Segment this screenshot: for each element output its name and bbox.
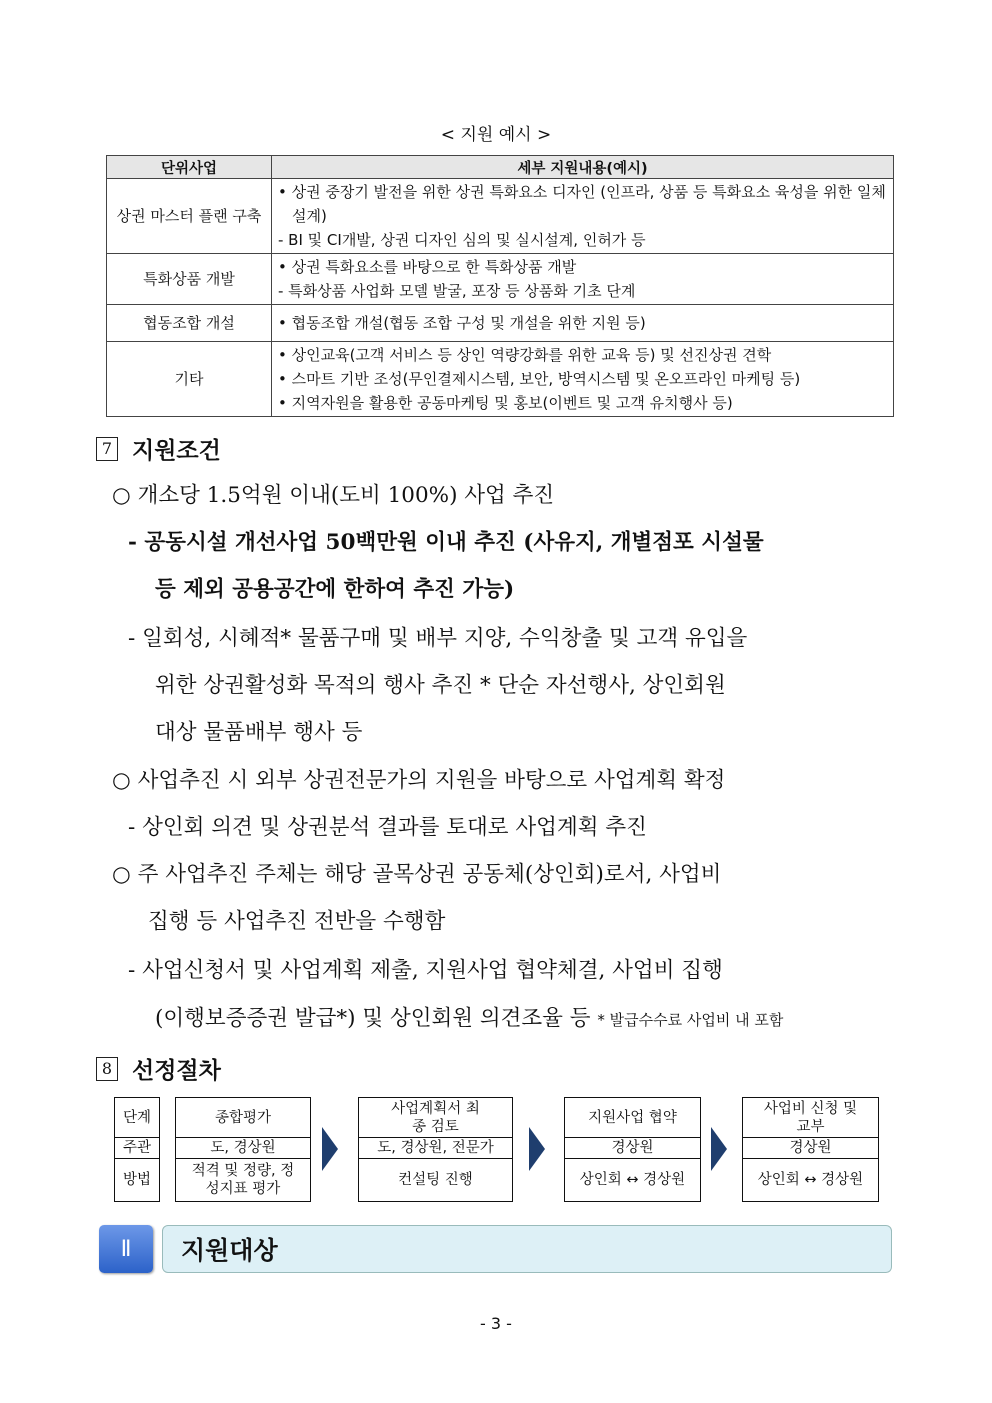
row-category: 상권 마스터 플랜 구축 <box>107 179 272 254</box>
detail-line: - 특화상품 사업화 모델 발굴, 포장 등 상품화 기초 단계 <box>278 282 636 300</box>
dash-line: - 사업신청서 및 사업계획 제출, 지원사업 협약체결, 사업비 집행 <box>128 958 723 983</box>
detail-line: • 협동조합 개설(협동 조합 구성 및 개설을 위한 지원 등) <box>278 314 646 332</box>
bullet-line: ○ 주 사업추진 주체는 해당 골목상권 공동체(상인회)로서, 사업비 <box>112 862 722 887</box>
row-category: 특화상품 개발 <box>107 254 272 305</box>
page-number: - 3 - <box>480 1314 512 1333</box>
arrow-icon <box>529 1127 545 1171</box>
section-title: 지원대상 <box>181 1236 278 1265</box>
example-table <box>106 155 894 417</box>
header-details: 세부 지원내용(예시) <box>272 156 894 179</box>
example-title: < 지원 예시 > <box>440 125 552 145</box>
dash-line: - 일회성, 시혜적* 물품구매 및 배부 지양, 수익창출 및 고객 유입을 <box>128 626 748 651</box>
detail-line: • 상인교육(고객 서비스 등 상인 역량강화를 위한 교육 등) 및 선진상권 견학 <box>278 346 772 364</box>
detail-line: • 상권 중장기 발전을 위한 상권 특화요소 디자인 (인프라, 상품 등 특화요소 육성을 위한 일체 설계) <box>278 183 886 225</box>
arrow-icon <box>711 1127 727 1171</box>
dash-line: - 공동시설 개선사업 50백만원 이내 추진 (사유지, 개별점포 시설물 <box>128 530 764 555</box>
header-unit: 단위사업 <box>107 156 272 179</box>
label-method: 방법 <box>122 1172 151 1188</box>
detail-line: • 스마트 기반 조성(무인결제시스템, 보안, 방역시스템 및 온오프라인 마케팅 등) <box>278 370 801 388</box>
section-8-heading <box>96 1052 221 1085</box>
step-stage: 종합평가 <box>214 1109 272 1126</box>
section-title: 선정절차 <box>132 1058 221 1084</box>
row-details <box>272 305 894 342</box>
section-title-bar <box>162 1225 892 1273</box>
step-stage: 지원사업 협약 <box>588 1109 677 1126</box>
label-owner: 주관 <box>122 1140 151 1156</box>
footnote-text: * 발급수수료 사업비 내 포함 <box>597 1011 784 1029</box>
row-category: 기타 <box>107 342 272 417</box>
process-step <box>358 1097 513 1202</box>
table-row <box>107 342 894 417</box>
table-row <box>107 179 894 254</box>
continuation-line <box>155 1001 783 1032</box>
step-method: 상인회 ↔ 경상원 <box>579 1172 686 1188</box>
section-roman-badge: Ⅱ <box>99 1225 153 1273</box>
continuation-line: 대상 물품배부 행사 등 <box>155 720 363 745</box>
process-row-labels <box>114 1097 160 1202</box>
process-step <box>175 1097 311 1202</box>
dash-line: - 상인회 의견 및 상권분석 결과를 토대로 사업계획 추진 <box>128 815 647 840</box>
step-stage: 사업계획서 최종 검토 <box>391 1100 480 1135</box>
arrow-icon <box>322 1127 338 1171</box>
table-row <box>107 254 894 305</box>
step-owner: 경상원 <box>611 1140 654 1156</box>
row-details <box>272 342 894 417</box>
detail-line: • 상권 특화요소를 바탕으로 한 특화상품 개발 <box>278 258 577 276</box>
process-step <box>742 1097 879 1202</box>
bullet-line: ○ 사업추진 시 외부 상권전문가의 지원을 바탕으로 사업계획 확정 <box>112 768 726 793</box>
step-method: 적격 및 정량, 정성지표 평가 <box>191 1163 295 1197</box>
row-details <box>272 179 894 254</box>
step-owner: 도, 경상원 <box>210 1140 276 1156</box>
table-row <box>107 305 894 342</box>
detail-line: - BI 및 CI개발, 상권 디자인 심의 및 실시설계, 인허가 등 <box>278 231 646 249</box>
step-method: 상인회 ↔ 경상원 <box>757 1172 864 1188</box>
process-step <box>564 1097 701 1202</box>
row-details <box>272 254 894 305</box>
continuation-line: 집행 등 사업추진 전반을 수행함 <box>148 909 446 934</box>
step-stage: 사업비 신청 및 교부 <box>763 1100 858 1135</box>
continuation-line: 위한 상권활성화 목적의 행사 추진 * 단순 자선행사, 상인회원 <box>155 673 726 698</box>
bullet-line: ○ 개소당 1.5억원 이내(도비 100%) 사업 추진 <box>112 483 555 508</box>
continuation-text: (이행보증증권 발급*) 및 상인회원 의견조율 등 <box>155 1006 591 1031</box>
row-category: 협동조합 개설 <box>107 305 272 342</box>
section-number-box: 8 <box>96 1057 118 1081</box>
section-title: 지원조건 <box>132 438 221 464</box>
detail-line: • 지역자원을 활용한 공동마케팅 및 홍보(이벤트 및 고객 유치행사 등) <box>278 394 733 412</box>
continuation-line: 등 제외 공용공간에 한하여 추진 가능) <box>155 577 515 602</box>
section-number-box: 7 <box>96 437 118 461</box>
table-header-row <box>107 156 894 179</box>
step-method: 컨설팅 진행 <box>398 1172 473 1188</box>
step-owner: 도, 경상원, 전문가 <box>377 1140 494 1156</box>
step-owner: 경상원 <box>789 1140 832 1156</box>
section-7-heading <box>96 432 221 465</box>
label-stage: 단계 <box>122 1109 151 1126</box>
